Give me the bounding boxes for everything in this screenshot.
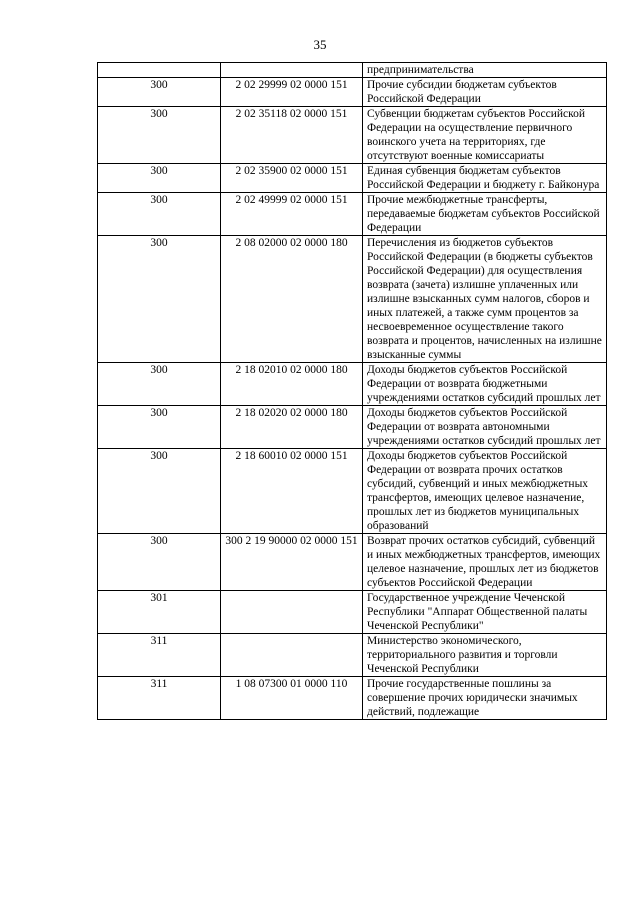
table-row xyxy=(98,107,607,164)
table-row xyxy=(98,193,607,236)
budget-code-cell: 300 2 19 90000 02 0000 151 xyxy=(221,534,363,591)
income-name-cell: Прочие государственные пошлины за совершение прочих юридически значимых действий, подлежащие xyxy=(363,677,607,720)
budget-code-cell: 2 02 35118 02 0000 151 xyxy=(221,107,363,164)
income-name-cell: Доходы бюджетов субъектов Российской Федерации от возврата бюджетными учреждениями остатков субсидий прошлых лет xyxy=(363,363,607,406)
table-row xyxy=(98,534,607,591)
budget-code-cell: 2 02 49999 02 0000 151 xyxy=(221,193,363,236)
table-row xyxy=(98,78,607,107)
table-row xyxy=(98,449,607,534)
table-row xyxy=(98,63,607,78)
budget-code-cell xyxy=(221,63,363,78)
admin-code-cell: 300 xyxy=(98,193,221,236)
income-name-cell: Возврат прочих остатков субсидий, субвенций и иных межбюджетных трансфертов, имеющих целевое назначение, прошлых лет из бюджетов субъектов Российской Федерации xyxy=(363,534,607,591)
budget-code-cell xyxy=(221,591,363,634)
admin-code-cell: 300 xyxy=(98,449,221,534)
budget-code-cell: 2 18 02020 02 0000 180 xyxy=(221,406,363,449)
income-name-cell: предпринимательства xyxy=(363,63,607,78)
table-row xyxy=(98,164,607,193)
budget-code-cell: 1 08 07300 01 0000 110 xyxy=(221,677,363,720)
admin-code-cell: 300 xyxy=(98,363,221,406)
admin-code-cell: 300 xyxy=(98,107,221,164)
table-row xyxy=(98,677,607,720)
income-name-cell: Прочие межбюджетные трансферты, передаваемые бюджетам субъектов Российской Федерации xyxy=(363,193,607,236)
page-number: 35 xyxy=(313,37,327,52)
income-name-cell: Единая субвенция бюджетам субъектов Российской Федерации и бюджету г. Байконура xyxy=(363,164,607,193)
budget-code-cell: 2 18 02010 02 0000 180 xyxy=(221,363,363,406)
admin-code-cell: 311 xyxy=(98,634,221,677)
income-name-cell: Доходы бюджетов субъектов Российской Федерации от возврата автономными учреждениями остатков субсидий прошлых лет xyxy=(363,406,607,449)
table-row xyxy=(98,591,607,634)
budget-code-cell: 2 18 60010 02 0000 151 xyxy=(221,449,363,534)
income-name-cell: Прочие субсидии бюджетам субъектов Российской Федерации xyxy=(363,78,607,107)
table-row xyxy=(98,363,607,406)
budget-code-cell xyxy=(221,634,363,677)
budget-code-cell: 2 02 35900 02 0000 151 xyxy=(221,164,363,193)
income-name-cell: Министерство экономического, территориального развития и торговли Чеченской Республики xyxy=(363,634,607,677)
table-row xyxy=(98,236,607,363)
budget-code-cell: 2 02 29999 02 0000 151 xyxy=(221,78,363,107)
admin-code-cell: 300 xyxy=(98,406,221,449)
admin-code-cell: 300 xyxy=(98,78,221,107)
admin-code-cell: 311 xyxy=(98,677,221,720)
admin-code-cell xyxy=(98,63,221,78)
admin-code-cell: 300 xyxy=(98,164,221,193)
admin-code-cell: 301 xyxy=(98,591,221,634)
income-name-cell: Доходы бюджетов субъектов Российской Федерации от возврата прочих остатков субсидий, субвенций и иных межбюджетных трансфертов, имеющих целевое назначение, прошлых лет из бюджетов муниципальных образований xyxy=(363,449,607,534)
income-name-cell: Субвенции бюджетам субъектов Российской Федерации на осуществление первичного воинского учета на территориях, где отсутствуют военные комиссариаты xyxy=(363,107,607,164)
budget-classification-table xyxy=(97,62,607,720)
table-row xyxy=(98,406,607,449)
income-name-cell: Перечисления из бюджетов субъектов Российской Федерации (в бюджеты субъектов Российской Федерации) для осуществления возврата (зачета) излишне уплаченных или излишне взысканных сумм налогов, сборов и иных платежей, а также сумм процентов за несвоевременное осуществление такого возврата и процентов, начисленных на излишне взысканные суммы xyxy=(363,236,607,363)
admin-code-cell: 300 xyxy=(98,236,221,363)
table-row xyxy=(98,634,607,677)
income-name-cell: Государственное учреждение Чеченской Республики "Аппарат Общественной палаты Чеченской Республики" xyxy=(363,591,607,634)
budget-code-cell: 2 08 02000 02 0000 180 xyxy=(221,236,363,363)
admin-code-cell: 300 xyxy=(98,534,221,591)
